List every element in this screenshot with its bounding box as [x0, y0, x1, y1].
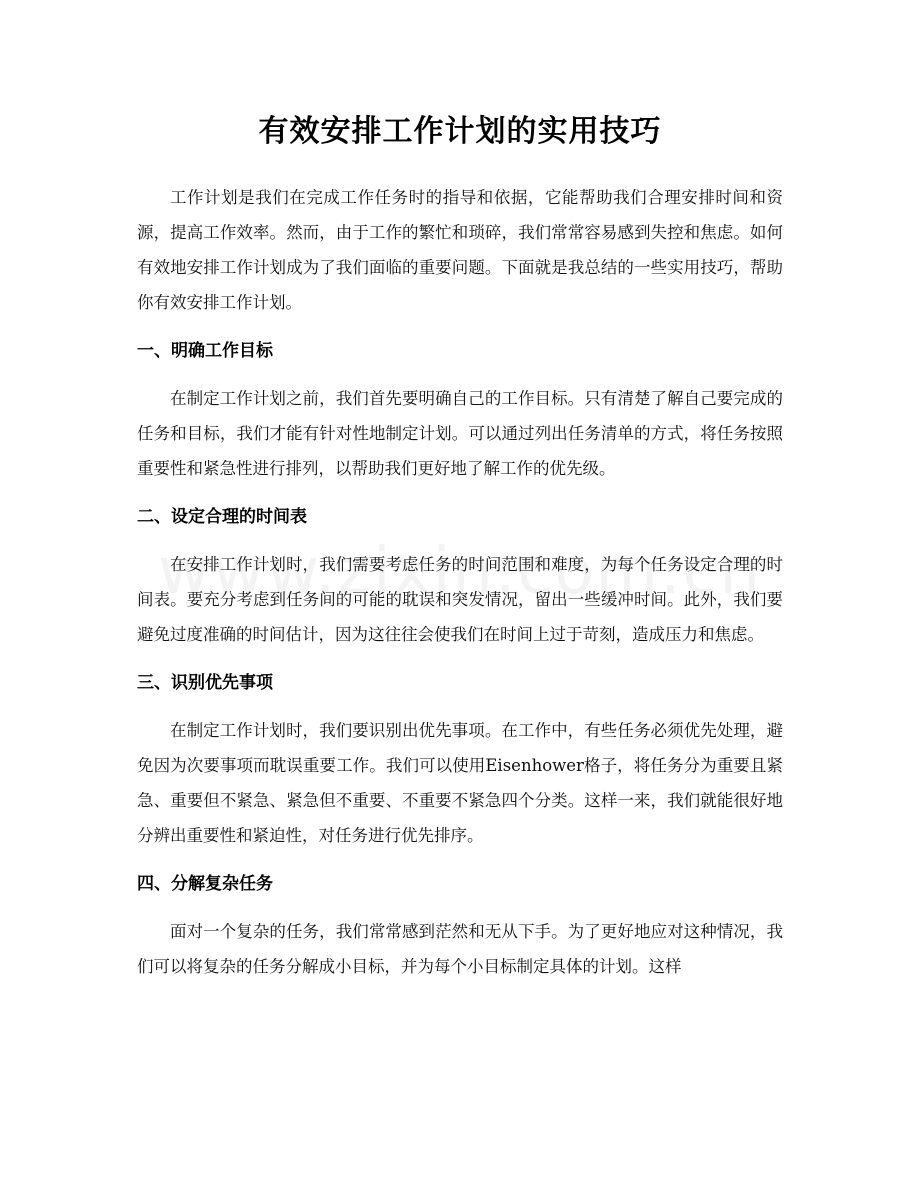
section-heading-2: 二、设定合理的时间表	[137, 507, 307, 527]
section-body-4: 面对一个复杂的任务，我们常常感到茫然和无从下手。为了更好地应对这种情况，我们可以将复杂的任务分解成小目标，并为每个小目标制定具体的计划。这样	[137, 922, 783, 976]
document-body	[137, 180, 783, 984]
section-body-1: 在制定工作计划之前，我们首先要明确自己的工作目标。只有清楚了解自己要完成的任务和目标，我们才能有针对性地制定计划。可以通过列出任务清单的方式，将任务按照重要性和紧急性进行排列，以帮助我们更好地了解工作的优先级。	[137, 389, 783, 478]
spacer	[137, 898, 783, 914]
section-heading-3: 三、识别优先事项	[137, 673, 273, 693]
section-heading-1: 一、明确工作目标	[137, 341, 273, 361]
section-body-2: 在安排工作计划时，我们需要考虑任务的时间范围和难度，为每个任务设定合理的时间表。要充分考虑到任务间的可能的耽误和突发情况，留出一些缓冲时间。此外，我们要避免过度准确的时间估计，因为这往往会使我们在时间上过于苛刻，造成压力和焦虑。	[137, 555, 783, 644]
spacer	[137, 697, 783, 713]
spacer	[137, 486, 783, 503]
spacer	[137, 365, 783, 381]
spacer	[137, 531, 783, 547]
spacer	[137, 853, 783, 870]
intro-paragraph: 工作计划是我们在完成工作任务时的指导和依据，它能帮助我们合理安排时间和资源，提高工作效率。然而，由于工作的繁忙和琐碎，我们常常容易感到失控和焦虑。如何有效地安排工作计划成为了我们面临的重要问题。下面就是我总结的一些实用技巧，帮助你有效安排工作计划。	[137, 188, 783, 312]
section-body-3: 在制定工作计划时，我们要识别出优先事项。在工作中，有些任务必须优先处理，避免因为次要事项而耽误重要工作。我们可以使用Eisenhower格子，将任务分为重要且紧急、重要但不紧急、紧急但不重要、不重要不紧急四个分类。这样一来，我们就能很好地分辨出重要性和紧迫性，对任务进行优先排序。	[137, 721, 783, 845]
section-heading-4: 四、分解复杂任务	[137, 874, 273, 894]
spacer	[137, 652, 783, 669]
page-title: 有效安排工作计划的实用技巧	[258, 114, 662, 149]
spacer	[137, 320, 783, 337]
